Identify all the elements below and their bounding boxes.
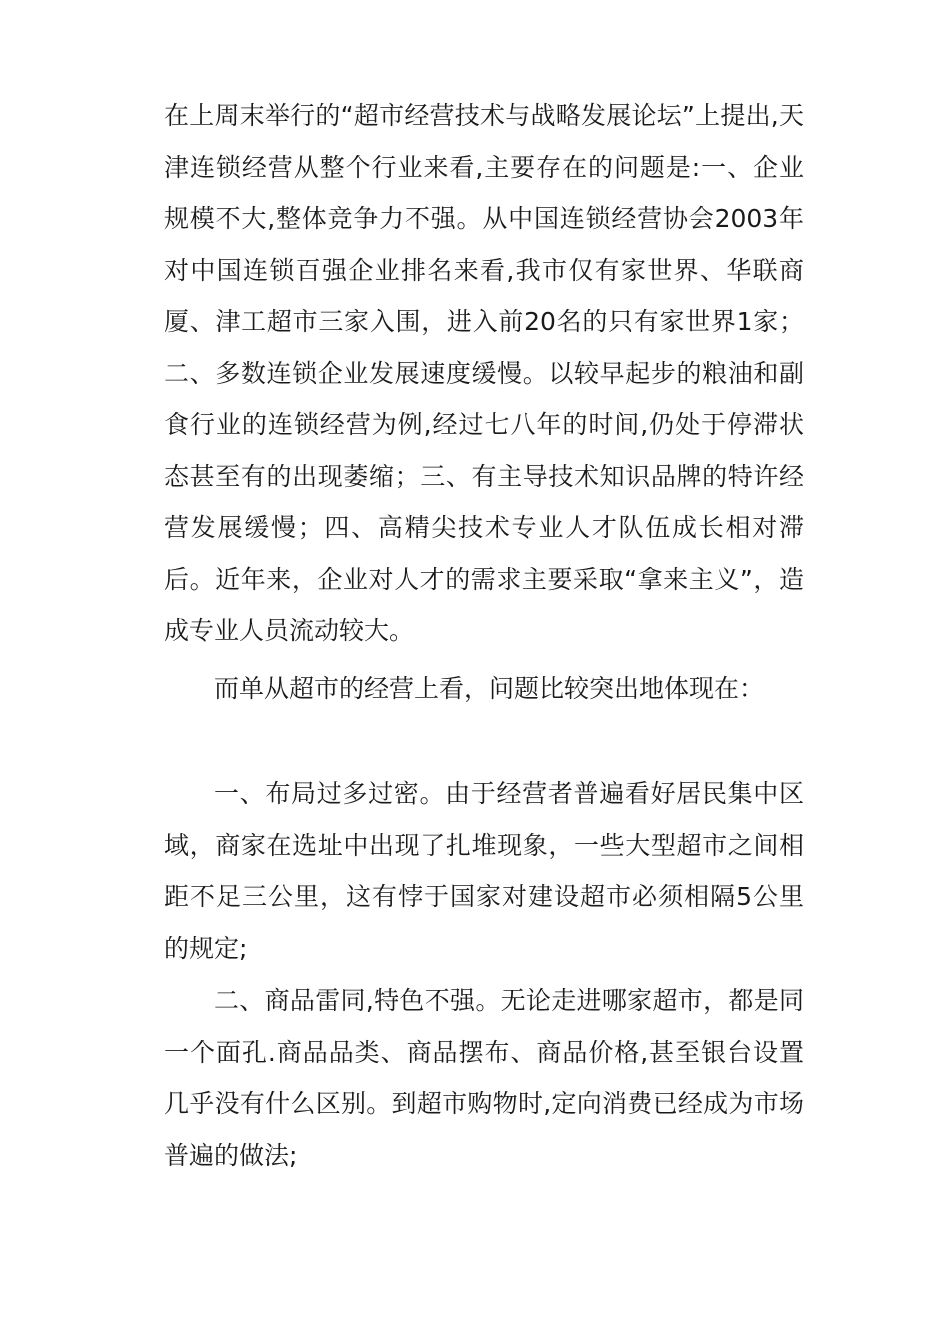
paragraph-industry-problems: 在上周末举行的“超市经营技术与战略发展论坛”上提出,天津连锁经营从整个行业来看,主要存在的问题是:一、企业规模不大,整体竞争力不强。从中国连锁经营协会2003年对中国连锁百强企业排名来看,我市仅有家世界、华联商厦、津工超市三家入围，进入前20名的只有家世界1家；二、多数连锁企业发展速度缓慢。以较早起步的粮油和副食行业的连锁经营为例,经过七八年的时间,仍处于停滞状态甚至有的出现萎缩；三、有主导技术知识品牌的特许经营发展缓慢；四、高精尖技术专业人才队伍成长相对滞后。近年来，企业对人才的需求主要采取“拿来主义”，造成专业人员流动较大。: [164, 101, 804, 645]
paragraph-supermarket-intro: 而单从超市的经营上看，问题比较突出地体现在：: [214, 674, 765, 703]
paragraph-product-similarity: 二、商品雷同,特色不强。无论走进哪家超市，都是同一个面孔.商品品类、商品摆布、商品价格,甚至银台设置几乎没有什么区别。到超市购物时,定向消费已经成为市场普遍的做法;: [164, 986, 804, 1170]
paragraph-layout-density: 一、布局过多过密。由于经营者普遍看好居民集中区域，商家在选址中出现了扎堆现象，一些大型超市之间相距不足三公里，这有悖于国家对建设超市必须相隔5公里的规定;: [164, 779, 804, 963]
